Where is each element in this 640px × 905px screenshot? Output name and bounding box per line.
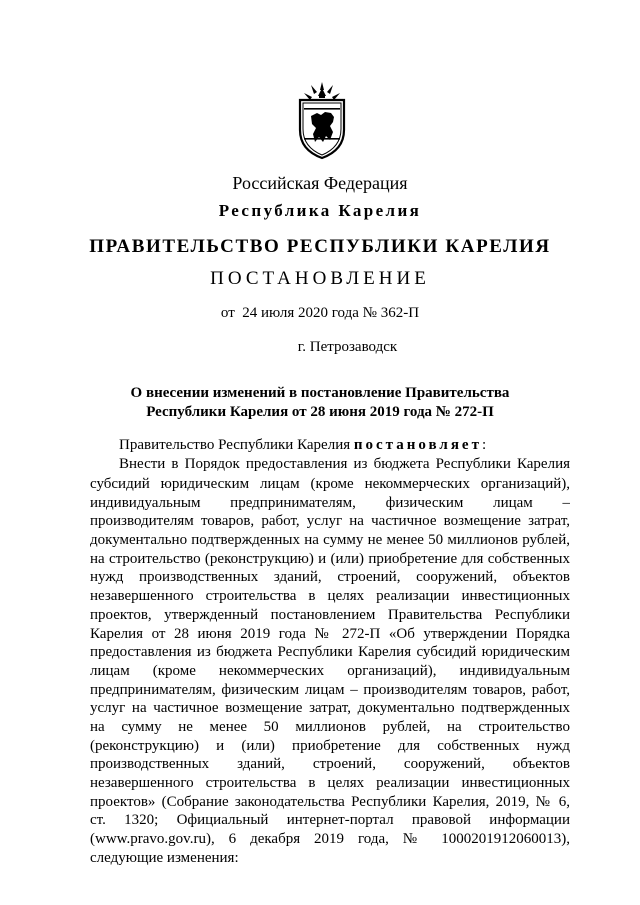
paragraph-line: лицам (кроме некоммерческих организаций), индивидуальным (90, 662, 570, 679)
republic-name: Республика Карелия (218, 201, 422, 220)
star-rays-icon (304, 82, 340, 100)
paragraph-line: услуг на частичное возмещение затрат, документально подтвержденных (90, 700, 570, 717)
government-title: ПРАВИТЕЛЬСТВО РЕСПУБЛИКИ КАРЕЛИЯ (89, 236, 551, 257)
paragraph-line: субсидий юридическим лицам (кроме некоммерческих организаций), (90, 476, 570, 492)
intro-paragraph (119, 437, 486, 454)
paragraph-line: индивидуальным предпринимателям, физическим лицам – (90, 494, 570, 511)
paragraph-line: Карелия от 28 июня 2019 года № 272-П «Об утверждении Порядка (90, 625, 570, 642)
paragraph-line: документально подтвержденных на сумму не менее 50 миллионов рублей, (90, 532, 570, 549)
paragraph-line: нужд производственных зданий, строений, сооружений, объектов (90, 569, 570, 586)
paragraph-line: проектов, утвержденный постановлением Правительства Республики (90, 606, 570, 623)
paragraph-line: предпринимателям, физическим лицам – производителям товаров, работ, (90, 681, 570, 698)
decree-date-number: от 24 июля 2020 года № 362-П (220, 305, 420, 321)
karelia-coat-of-arms-emblem (297, 82, 347, 160)
paragraph-line: (www.pravo.gov.ru), 6 декабря 2019 года, № 1000201912060013), (90, 831, 570, 848)
bear-silhouette-icon (311, 112, 334, 142)
intro-suffix: : (481, 437, 487, 453)
city-name: г. Петрозаводск (297, 339, 398, 355)
paragraph-line: ст. 1320; Официальный интернет-портал правовой информации (90, 812, 570, 829)
intro-resolves: постановляет (353, 437, 482, 453)
paragraph-line: на строительство (реконструкцию) и (или) приобретение для собственных (90, 550, 570, 567)
paragraph-line: производственных зданий, строений, сооружений, объектов (90, 756, 570, 773)
subject-title-line-1: О внесении изменений в постановление Правительства (130, 385, 510, 401)
paragraph-line: на сумму не менее 50 миллионов рублей, на строительство (90, 718, 570, 735)
document-type: ПОСТАНОВЛЕНИЕ (210, 268, 430, 289)
paragraph-line: незавершенного строительства в целях реализации инвестиционных (90, 588, 570, 605)
paragraph-line: незавершенного строительства в целях реализации инвестиционных (90, 775, 570, 791)
paragraph-line: следующие изменения: (90, 849, 239, 866)
paragraph-first-line: Внести в Порядок предоставления из бюджета Республики Карелия (119, 456, 570, 472)
paragraph-line: производителям товаров, работ, услуг на частичное возмещение затрат, (90, 513, 570, 530)
amendment-paragraph (90, 475, 570, 867)
paragraph-line: проектов» (Собрание законодательства Республики Карелия, 2019, № 6, (90, 793, 570, 810)
country-name: Российская Федерация (232, 173, 408, 193)
paragraph-line: (реконструкцию) и (или) приобретение для собственных нужд (90, 737, 570, 754)
paragraph-line: предоставления из бюджета Республики Карелия субсидий юридическим (90, 644, 570, 661)
intro-prefix: Правительство Республики Карелия (119, 437, 354, 453)
subject-title-line-2: Республики Карелия от 28 июня 2019 года № 272-П (146, 404, 494, 420)
